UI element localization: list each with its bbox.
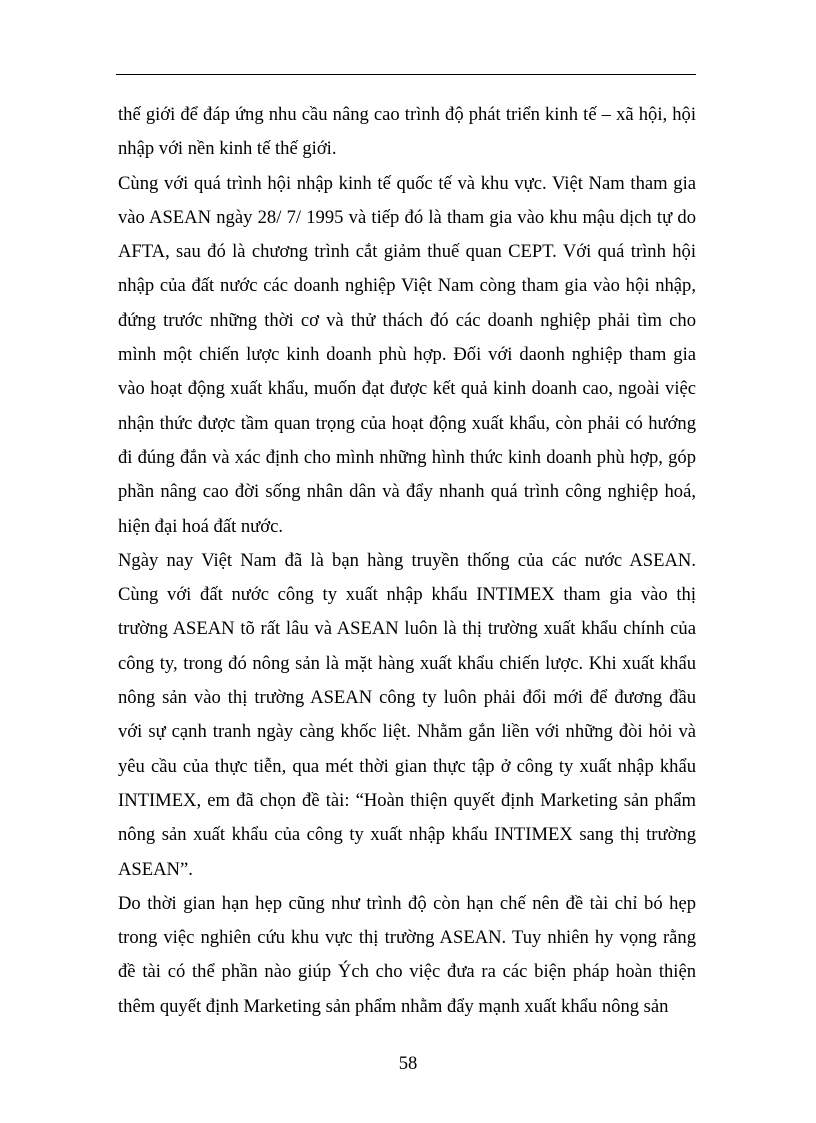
text-line: INTIMEX, em đã chọn đề tài: “Hoàn thiện quyết định Marketing sản phẩm	[118, 789, 696, 811]
header-rule	[116, 74, 696, 75]
text-line: Cùng với quá trình hội nhập kinh tế quốc tế và khu vực. Việt Nam tham gia	[118, 172, 696, 194]
text-line: nông sản xuất khẩu của công ty xuất nhập khẩu INTIMEX sang thị trường	[118, 824, 696, 846]
text-line: yêu cầu của thực tiễn, qua mét thời gian thực tập ở công ty xuất nhập khẩu	[118, 755, 696, 777]
text-line: với sự cạnh tranh ngày càng khốc liệt. Nhằm gắn liền với những đòi hỏi và	[118, 721, 696, 743]
text-line: đề tài có thể phần nào giúp Ých cho việc đưa ra các biện pháp hoàn thiện	[118, 961, 696, 983]
text-line: phần nâng cao đời sống nhân dân và đẩy nhanh quá trình công nghiệp hoá,	[118, 481, 696, 503]
text-line: thêm quyết định Marketing sản phẩm nhằm đẩy mạnh xuất khẩu nông sản	[118, 995, 669, 1017]
text-line: Do thời gian hạn hẹp cũng như trình độ còn hạn chế nên đề tài chỉ bó hẹp	[118, 892, 696, 914]
text-line: nhập với nền kinh tế thế giới.	[118, 138, 337, 160]
text-line: trong việc nghiên cứu khu vực thị trường ASEAN. Tuy nhiên hy vọng rằng	[118, 927, 696, 949]
text-line: công ty, trong đó nông sản là mặt hàng xuất khẩu chiến lược. Khi xuất khẩu	[118, 652, 696, 674]
text-line: nông sản vào thị trường ASEAN công ty luôn phải đổi mới để đương đầu	[118, 687, 696, 709]
text-line: vào ASEAN ngày 28/ 7/ 1995 và tiếp đó là tham gia vào khu mậu dịch tự do	[118, 206, 696, 228]
text-line: đứng trước những thời cơ và thử thách đó các doanh nghiệp phải tìm cho	[118, 309, 696, 331]
text-line: mình một chiến lược kinh doanh phù hợp. Đối với daonh nghiệp tham gia	[118, 344, 696, 366]
text-line: Cùng với đất nước công ty xuất nhập khẩu INTIMEX tham gia vào thị	[118, 584, 696, 606]
text-line: nhận thức được tầm quan trọng của hoạt động xuất khẩu, còn phải có hướng	[118, 412, 696, 434]
text-line: Ngày nay Việt Nam đã là bạn hàng truyền thống của các nước ASEAN.	[118, 549, 696, 571]
text-line: ASEAN”.	[118, 858, 193, 880]
text-line: hiện đại hoá đất nước.	[118, 515, 283, 537]
body-text	[118, 98, 696, 1024]
text-line: trường ASEAN tõ rất lâu và ASEAN luôn là thị trường xuất khẩu chính của	[118, 618, 696, 640]
text-line: đi đúng đắn và xác định cho mình những hình thức kinh doanh phù hợp, góp	[118, 446, 696, 468]
text-line: nhập của đất nước các doanh nghiệp Việt Nam còng tham gia vào hội nhập,	[118, 275, 696, 297]
text-line: vào hoạt động xuất khẩu, muốn đạt được kết quả kinh doanh cao, ngoài việc	[118, 378, 696, 400]
text-line: AFTA, sau đó là chương trình cắt giảm thuế quan CEPT. Với quá trình hội	[118, 241, 696, 263]
page-number: 58	[398, 1053, 418, 1074]
text-line: thế giới để đáp ứng nhu cầu nâng cao trình độ phát triển kinh tế – xã hội, hội	[118, 104, 696, 125]
